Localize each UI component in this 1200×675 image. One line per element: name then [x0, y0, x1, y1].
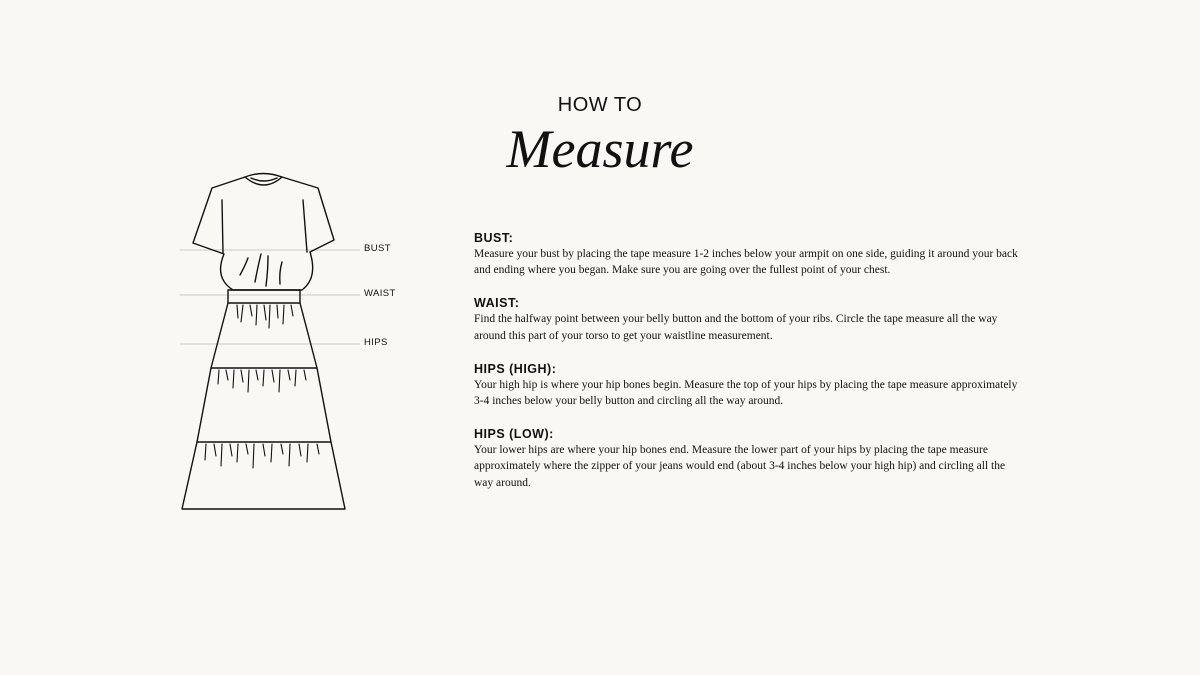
section-hips-high — [474, 361, 1034, 409]
measurement-guide-lines — [180, 250, 360, 344]
section-heading: HIPS (LOW): — [474, 427, 554, 442]
section-bust — [474, 230, 1034, 278]
dress-waistband — [228, 290, 300, 303]
dress-bodice — [193, 174, 334, 291]
section-hips-low — [474, 426, 1034, 491]
waist-label: WAIST — [364, 288, 396, 299]
dress-tier-1 — [211, 303, 317, 368]
dress-illustration — [170, 165, 360, 515]
section-body: Measure your bust by placing the tape measure 1-2 inches below your armpit on one side, guiding it around your back and ending where you began. Make sure you are going over the fullest point of your chest. — [474, 248, 1018, 277]
section-heading: BUST: — [474, 231, 514, 245]
hips-label: HIPS — [364, 337, 388, 348]
section-body: Find the halfway point between your belly button and the bottom of your ribs. Circle the tape measure all the way around this part of your torso to get your waistline measurement. — [474, 313, 998, 342]
section-heading: WAIST: — [474, 296, 520, 311]
section-heading: HIPS (HIGH): — [474, 361, 557, 376]
section-body: Your high hip is where your hip bones begin. Measure the top of your hips by placing the tape measure approximately 3-4 inches below your belly button and circling all the way around. — [474, 378, 1018, 408]
measurement-instructions — [474, 230, 1034, 508]
section-waist — [474, 295, 1034, 343]
page-kicker: HOW TO — [557, 94, 643, 116]
bust-label: BUST — [364, 243, 391, 254]
dress-tier-3 — [182, 442, 345, 509]
page-title: Measure — [506, 119, 694, 179]
section-body: Your lower hips are where your hip bones end. Measure the lower part of your hips by placing the tape measure approximately where the zipper of your jeans would end (about 3-4 inches below your high hip) and circling all the way around. — [474, 444, 1006, 489]
dress-tier-2 — [197, 368, 331, 442]
